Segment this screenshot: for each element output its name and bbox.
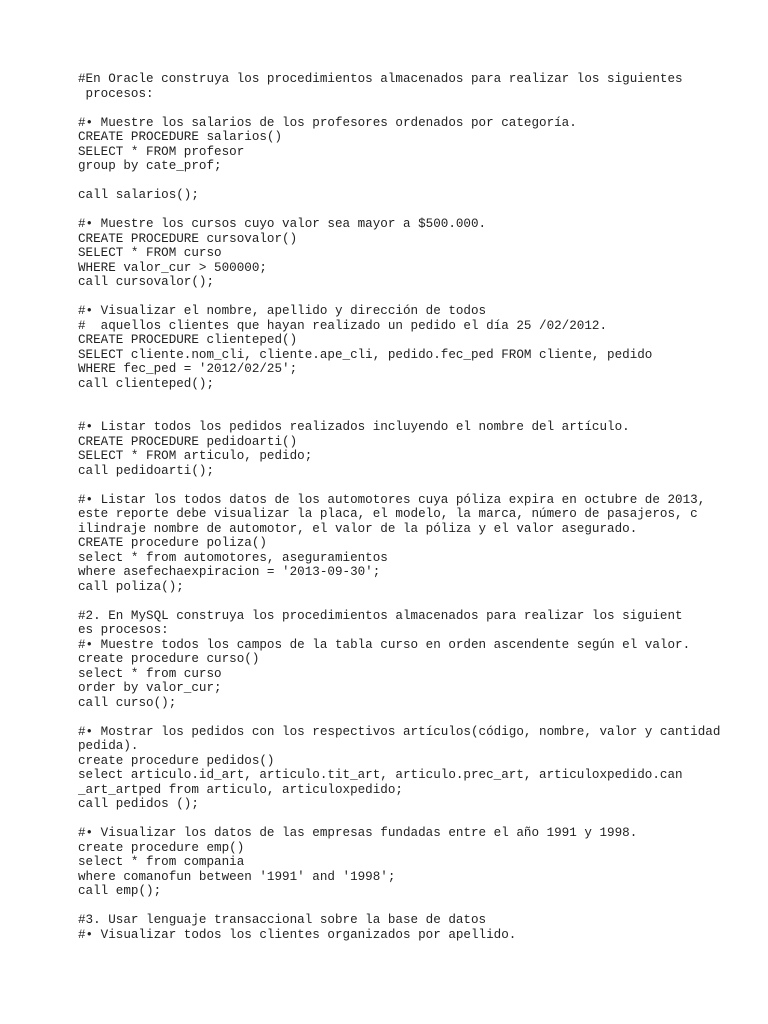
text-line: call pedidos (); bbox=[78, 797, 199, 811]
text-line: #• Muestre los cursos cuyo valor sea mayor a $500.000. bbox=[78, 217, 487, 231]
text-line: group by cate_prof; bbox=[78, 159, 222, 173]
text-line: call emp(); bbox=[78, 884, 162, 898]
document-body bbox=[78, 72, 748, 942]
text-line: WHERE valor_cur > 500000; bbox=[78, 260, 267, 275]
text-line bbox=[78, 203, 748, 218]
text-line: #En Oracle construya los procedimientos almacenados para realizar los siguientes bbox=[78, 72, 683, 86]
text-line: _art_artped from articulo, articuloxpedido; bbox=[78, 782, 403, 797]
text-line: pedida). bbox=[78, 739, 139, 753]
text-line: SELECT * FROM articulo, pedido; bbox=[78, 449, 313, 463]
text-line: where asefechaexpiracion = '2013-09-30'; bbox=[78, 565, 381, 579]
text-line bbox=[78, 899, 748, 914]
text-line: SELECT * FROM profesor bbox=[78, 144, 245, 159]
text-line: create procedure pedidos() bbox=[78, 753, 275, 768]
text-line: where comanofun between '1991' and '1998'; bbox=[78, 869, 396, 884]
text-line bbox=[78, 174, 748, 189]
text-line: CREATE PROCEDURE pedidoarti() bbox=[78, 434, 298, 449]
text-line bbox=[78, 101, 748, 116]
text-line: #• Visualizar el nombre, apellido y dirección de todos bbox=[78, 304, 487, 318]
text-line bbox=[78, 290, 748, 305]
text-line bbox=[78, 710, 748, 725]
text-line: #• Visualizar los datos de las empresas fundadas entre el año 1991 y 1998. bbox=[78, 826, 638, 840]
text-line: #3. Usar lenguaje transaccional sobre la base de datos bbox=[78, 913, 487, 927]
text-line: procesos: bbox=[78, 86, 154, 101]
text-line: este reporte debe visualizar la placa, el modelo, la marca, número de pasajeros, c bbox=[78, 507, 698, 521]
text-line: create procedure curso() bbox=[78, 652, 260, 666]
text-line bbox=[78, 391, 748, 406]
text-line: #• Muestre los salarios de los profesores ordenados por categoría. bbox=[78, 115, 577, 130]
text-line: create procedure emp() bbox=[78, 840, 245, 855]
text-line: call curso(); bbox=[78, 695, 177, 710]
text-line: select * from automotores, aseguramientos bbox=[78, 550, 388, 565]
text-line: CREATE procedure poliza() bbox=[78, 536, 267, 550]
text-line: CREATE PROCEDURE cursovalor() bbox=[78, 231, 298, 246]
text-line: es procesos: bbox=[78, 623, 169, 637]
text-line: select * from curso bbox=[78, 666, 222, 681]
text-line: WHERE fec_ped = '2012/02/25'; bbox=[78, 362, 298, 376]
text-line bbox=[78, 406, 748, 421]
text-line: #2. En MySQL construya los procedimientos almacenados para realizar los siguient bbox=[78, 608, 683, 623]
text-line bbox=[78, 812, 748, 827]
text-line: select * from compania bbox=[78, 855, 245, 869]
text-line: #• Muestre todos los campos de la tabla curso en orden ascendente según el valor. bbox=[78, 637, 691, 652]
text-line: #• Visualizar todos los clientes organizados por apellido. bbox=[78, 927, 517, 942]
text-line bbox=[78, 478, 748, 493]
text-line: call poliza(); bbox=[78, 579, 184, 594]
text-line: select articulo.id_art, articulo.tit_art, articulo.prec_art, articuloxpedido.can bbox=[78, 768, 683, 782]
text-line: call clienteped(); bbox=[78, 376, 215, 391]
text-line: #• Mostrar los pedidos con los respectivos artículos(código, nombre, valor y cantidad bbox=[78, 724, 721, 739]
text-line: call cursovalor(); bbox=[78, 275, 215, 289]
text-line: SELECT * FROM curso bbox=[78, 246, 222, 260]
text-line: order by valor_cur; bbox=[78, 681, 222, 695]
text-line: SELECT cliente.nom_cli, cliente.ape_cli, pedido.fec_ped FROM cliente, pedido bbox=[78, 347, 653, 362]
text-line: # aquellos clientes que hayan realizado un pedido el día 25 /02/2012. bbox=[78, 318, 608, 333]
text-line: ilindraje nombre de automotor, el valor de la póliza y el valor asegurado. bbox=[78, 521, 638, 536]
text-line: call salarios(); bbox=[78, 188, 199, 202]
text-line: call pedidoarti(); bbox=[78, 463, 215, 478]
text-line bbox=[78, 594, 748, 609]
text-line: CREATE PROCEDURE clienteped() bbox=[78, 333, 298, 347]
text-line: #• Listar todos los pedidos realizados incluyendo el nombre del artículo. bbox=[78, 420, 630, 434]
text-line: #• Listar los todos datos de los automotores cuya póliza expira en octubre de 2013, bbox=[78, 492, 706, 507]
text-line: CREATE PROCEDURE salarios() bbox=[78, 130, 283, 144]
